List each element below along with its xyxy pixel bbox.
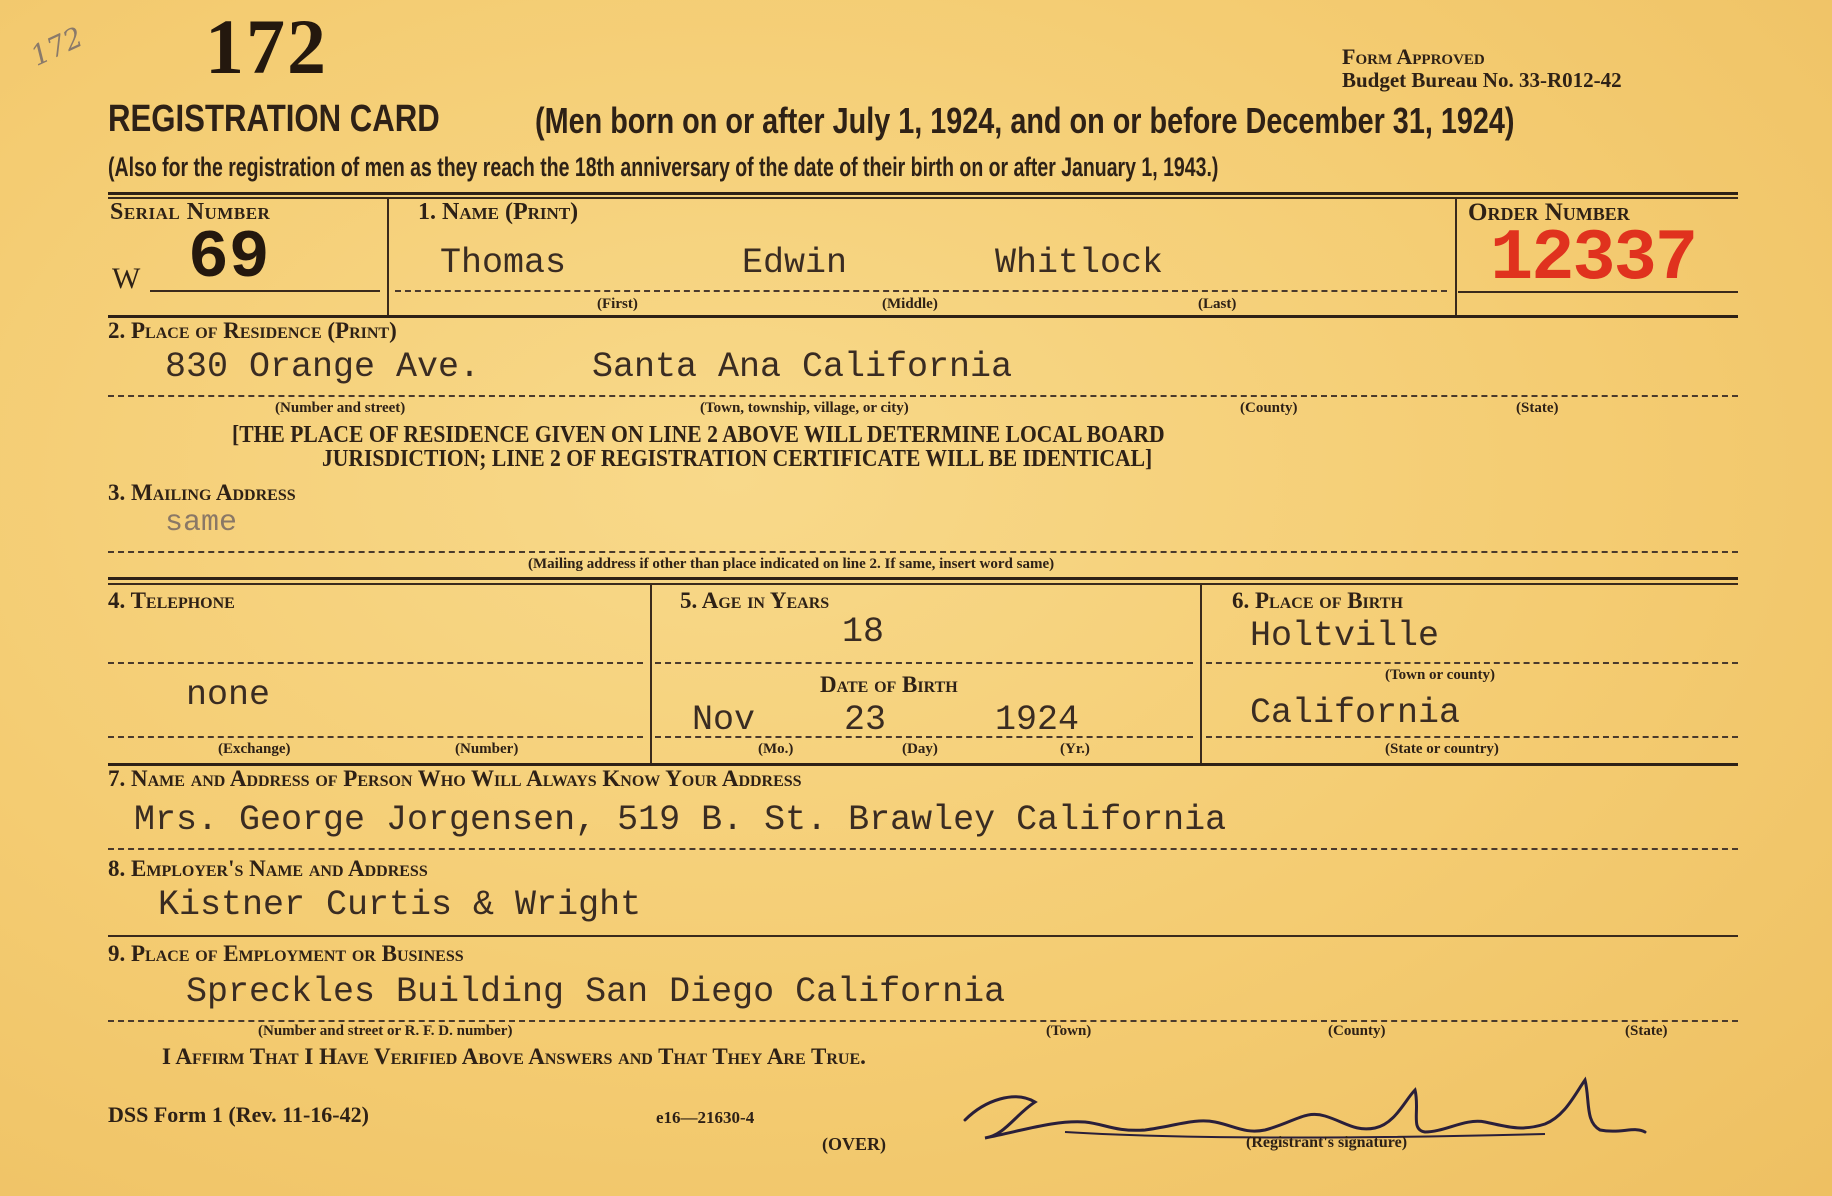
first-label: (First) (597, 296, 638, 312)
mailing-label: 3. Mailing Address (108, 480, 296, 505)
serial-number-label: Serial Number (110, 199, 271, 225)
middle-name: Edwin (742, 243, 848, 283)
signature-label: (Registrant's signature) (1246, 1134, 1408, 1151)
telephone-label: 4. Telephone (108, 588, 235, 613)
telephone-value: none (186, 675, 271, 715)
residence-town-label: (Town, township, village, or city) (700, 400, 909, 416)
dob-day: 23 (844, 700, 887, 740)
dob-year: 1924 (995, 700, 1080, 740)
residence-notice-1: [THE PLACE OF RESIDENCE GIVEN ON LINE 2 ABOVE WILL DETERMINE LOCAL BOARD (232, 422, 1165, 448)
age-value: 18 (842, 612, 885, 652)
form-approved: Form Approved (1342, 44, 1485, 69)
serial-prefix: W (112, 262, 141, 295)
employment-street-label: (Number and street or R. F. D. number) (258, 1023, 513, 1039)
birthplace-town: Holtville (1250, 616, 1440, 656)
form-id: DSS Form 1 (Rev. 11-16-42) (108, 1102, 369, 1127)
employer-value: Kistner Curtis & Wright (158, 885, 642, 925)
mailing-note: (Mailing address if other than place indicated on line 2. If same, insert word same) (528, 556, 1055, 572)
over-label: (OVER) (822, 1134, 886, 1154)
employment-value: Spreckles Building San Diego California (186, 972, 1006, 1012)
employment-label: 9. Place of Employment or Business (108, 941, 464, 966)
name-label: 1. Name (Print) (418, 199, 579, 225)
age-label: 5. Age in Years (680, 588, 830, 613)
dob-month: Nov (692, 700, 756, 740)
residence-state-label: (State) (1516, 400, 1559, 416)
contact-label: 7. Name and Address of Person Who Will Always Know Your Address (108, 766, 802, 791)
dob-day-label: (Day) (902, 741, 938, 757)
employer-label: 8. Employer's Name and Address (108, 856, 428, 881)
residence-town: Santa Ana California (592, 347, 1013, 387)
dob-year-label: (Yr.) (1060, 741, 1090, 757)
print-code: e16—21630-4 (656, 1108, 755, 1127)
residence-notice-2: JURISDICTION; LINE 2 OF REGISTRATION CERTIFICATE WILL BE IDENTICAL] (322, 446, 1153, 472)
telephone-exchange-label: (Exchange) (218, 741, 291, 757)
card-title: REGISTRATION CARD (108, 98, 440, 140)
margin-note: 172 (25, 20, 88, 73)
residence-street: 830 Orange Ave. (165, 347, 481, 387)
telephone-number-label: (Number) (455, 741, 519, 757)
dob-label: Date of Birth (820, 672, 958, 697)
order-number-label: Order Number (1468, 199, 1630, 226)
residence-county-label: (County) (1240, 400, 1298, 416)
affirmation: I Affirm That I Have Verified Above Answers and That They Are True. (162, 1044, 866, 1069)
employment-town-label: (Town) (1046, 1023, 1092, 1039)
contact-value: Mrs. George Jorgensen, 519 B. St. Brawley California (134, 800, 1227, 840)
birthplace-state: California (1250, 693, 1461, 733)
dob-month-label: (Mo.) (758, 741, 794, 757)
residence-street-label: (Number and street) (275, 400, 406, 416)
employment-state-label: (State) (1625, 1023, 1668, 1039)
employment-county-label: (County) (1328, 1023, 1386, 1039)
birthplace-label: 6. Place of Birth (1232, 588, 1403, 613)
last-name: Whitlock (995, 243, 1164, 283)
first-name: Thomas (440, 243, 567, 283)
also-line: (Also for the registration of men as they reach the 18th anniversary of the date of their birth on or after January 1, 1943.) (108, 152, 1219, 182)
birthplace-state-label: (State or country) (1385, 741, 1499, 757)
last-label: (Last) (1198, 296, 1237, 312)
mailing-value: same (165, 506, 238, 540)
card-number: 172 (205, 3, 328, 90)
residence-label: 2. Place of Residence (Print) (108, 318, 397, 343)
serial-number-value: 69 (188, 220, 270, 297)
order-number-value: 12337 (1490, 218, 1697, 300)
middle-label: (Middle) (882, 296, 938, 312)
budget-bureau: Budget Bureau No. 33-R012-42 (1342, 68, 1622, 92)
birthplace-town-label: (Town or county) (1385, 667, 1496, 683)
eligibility-text: (Men born on or after July 1, 1924, and on or before December 31, 1924) (535, 100, 1515, 141)
